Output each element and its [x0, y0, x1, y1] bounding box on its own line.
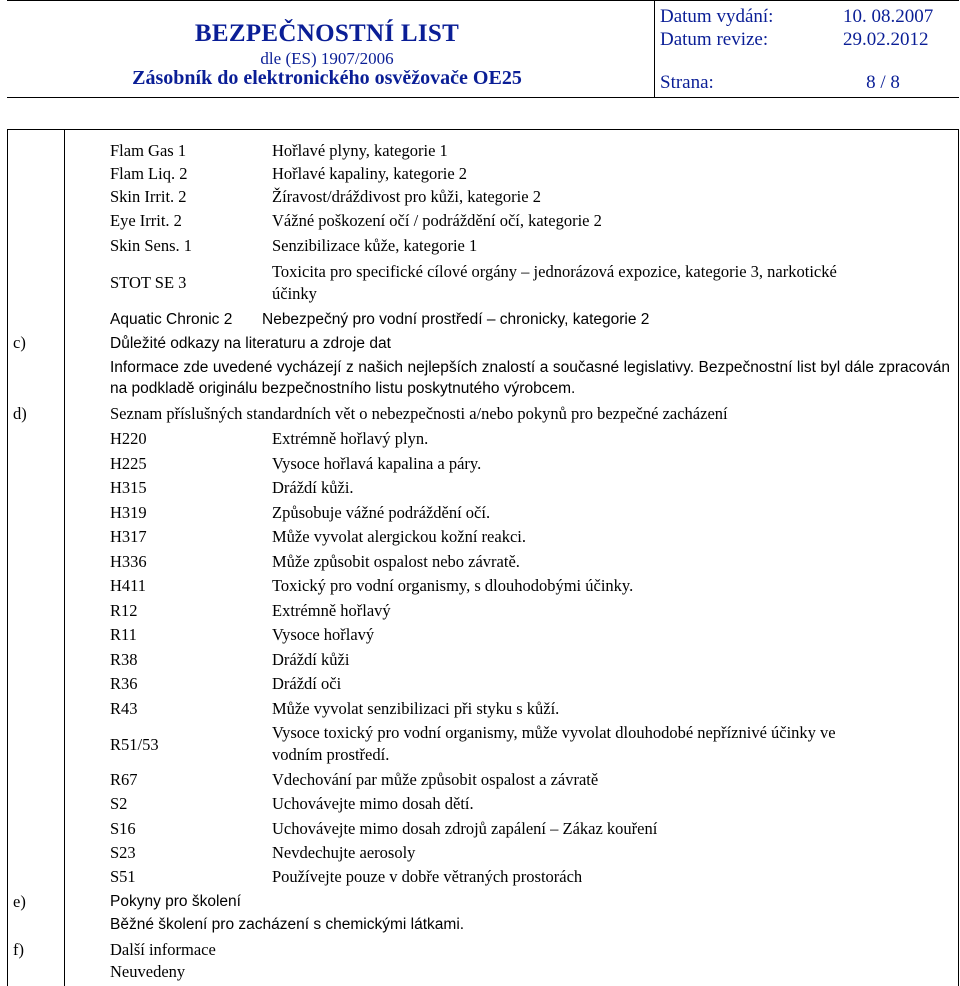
issue-date-value: 10. 08.2007 [843, 6, 934, 27]
phrase-text: Může vyvolat alergickou kožní reakci. [272, 527, 526, 546]
hazard-class-code: Eye Irrit. 2 [110, 211, 182, 230]
phrase-code: R12 [110, 601, 138, 620]
phrase-text: Vysoce hořlavý [272, 625, 375, 644]
phrase-text: Používejte pouze v dobře větraných prostorách [272, 867, 583, 886]
phrase-text: Extrémně hořlavý plyn. [272, 429, 429, 448]
phrase-text: Dráždí kůži [272, 650, 350, 669]
phrase-text: Uchovávejte mimo dosah zdrojů zapálení – Zákaz kouření [272, 819, 658, 838]
section-c-letter: c) [13, 333, 26, 352]
hazard-class-code: STOT SE 3 [110, 273, 187, 292]
phrase-code: H220 [110, 429, 147, 448]
hazard-class-code: Skin Sens. 1 [110, 236, 193, 255]
phrase-code: H319 [110, 503, 147, 522]
hazard-class-code: Skin Irrit. 2 [110, 187, 187, 206]
section-d-title: Seznam příslušných standardních vět o nebezpečnosti a/nebo pokynů pro bezpečné zacházení [110, 404, 728, 423]
phrase-code: R11 [110, 625, 137, 644]
section-f-title: Další informace [110, 940, 216, 959]
hazard-class-code: Flam Liq. 2 [110, 164, 188, 183]
hazard-class-text: Hořlavé plyny, kategorie 1 [272, 141, 448, 160]
header-divider [654, 0, 655, 98]
phrase-text: Nevdechujte aerosoly [272, 843, 416, 862]
phrase-code: R43 [110, 699, 138, 718]
issue-date-label: Datum vydání: [660, 6, 774, 27]
letter-column-divider [64, 129, 65, 986]
phrase-code: R67 [110, 770, 138, 789]
section-d-letter: d) [13, 404, 27, 423]
page-number: 8 / 8 [866, 72, 900, 93]
phrase-text: Může vyvolat senzibilizaci při styku s kůží. [272, 699, 560, 718]
phrase-code: H225 [110, 454, 147, 473]
phrase-text: Dráždí kůži. [272, 478, 354, 497]
phrase-code: H317 [110, 527, 147, 546]
hazard-class-text: účinky [272, 284, 317, 303]
product-name: Zásobník do elektronického osvěžovače OE25 [132, 67, 522, 89]
document-title: BEZPEČNOSTNÍ LIST [194, 20, 460, 47]
section-e-text: Běžné školení pro zacházení s chemickými látkami. [110, 916, 465, 933]
section-c-text: Informace zde uvedené vycházejí z našich nejlepších znalostí a současné legislativy. Bezpečnostní list byl dále zpracován na podkladě originálu bezpečnostního listu poskytnutého výrobcem. [110, 359, 950, 397]
phrase-code: S23 [110, 843, 136, 862]
phrase-text: Vysoce hořlavá kapalina a páry. [272, 454, 482, 473]
phrase-code: R38 [110, 650, 138, 669]
hazard-class-text: Vážné poškození očí / podráždění očí, kategorie 2 [272, 211, 602, 230]
phrase-text: vodním prostředí. [272, 745, 390, 764]
phrase-text: Může způsobit ospalost nebo závratě. [272, 552, 520, 571]
revision-date-value: 29.02.2012 [843, 29, 929, 50]
phrase-code: H336 [110, 552, 147, 571]
phrase-text: Uchovávejte mimo dosah dětí. [272, 794, 474, 813]
phrase-code: R51/53 [110, 735, 159, 754]
hazard-class-text: Senzibilizace kůže, kategorie 1 [272, 236, 478, 255]
phrase-text: Extrémně hořlavý [272, 601, 391, 620]
section-f-letter: f) [13, 940, 24, 959]
phrase-text: Dráždí oči [272, 674, 342, 693]
section-e-letter: e) [13, 892, 26, 911]
phrase-text: Toxický pro vodní organismy, s dlouhodobými účinky. [272, 576, 634, 595]
revision-date-label: Datum revize: [660, 29, 769, 50]
hazard-class-code: Aquatic Chronic 2 [110, 311, 233, 328]
phrase-text: Vdechování par může způsobit ospalost a závratě [272, 770, 599, 789]
hazard-class-text: Žíravost/dráždivost pro kůži, kategorie 2 [272, 187, 541, 206]
section-c-title: Důležité odkazy na literaturu a zdroje dat [110, 335, 391, 352]
phrase-code: R36 [110, 674, 138, 693]
hazard-class-code: Flam Gas 1 [110, 141, 187, 160]
phrase-code: S51 [110, 867, 136, 886]
hazard-class-text: Nebezpečný pro vodní prostředí – chronicky, kategorie 2 [262, 311, 650, 328]
section-f-text: Neuvedeny [110, 962, 186, 981]
phrase-text: Vysoce toxický pro vodní organismy, může vyvolat dlouhodobé nepříznivé účinky ve [272, 723, 836, 742]
phrase-code: S2 [110, 794, 128, 813]
phrase-code: S16 [110, 819, 136, 838]
page-label: Strana: [660, 72, 714, 93]
hazard-class-text: Toxicita pro specifické cílové orgány – jednorázová expozice, kategorie 3, narkotické [272, 262, 837, 281]
phrase-text: Způsobuje vážné podráždění očí. [272, 503, 491, 522]
hazard-class-text: Hořlavé kapaliny, kategorie 2 [272, 164, 468, 183]
phrase-code: H315 [110, 478, 147, 497]
section-e-title: Pokyny pro školení [110, 893, 241, 910]
regulation-reference: dle (ES) 1907/2006 [260, 49, 394, 68]
phrase-code: H411 [110, 576, 147, 595]
